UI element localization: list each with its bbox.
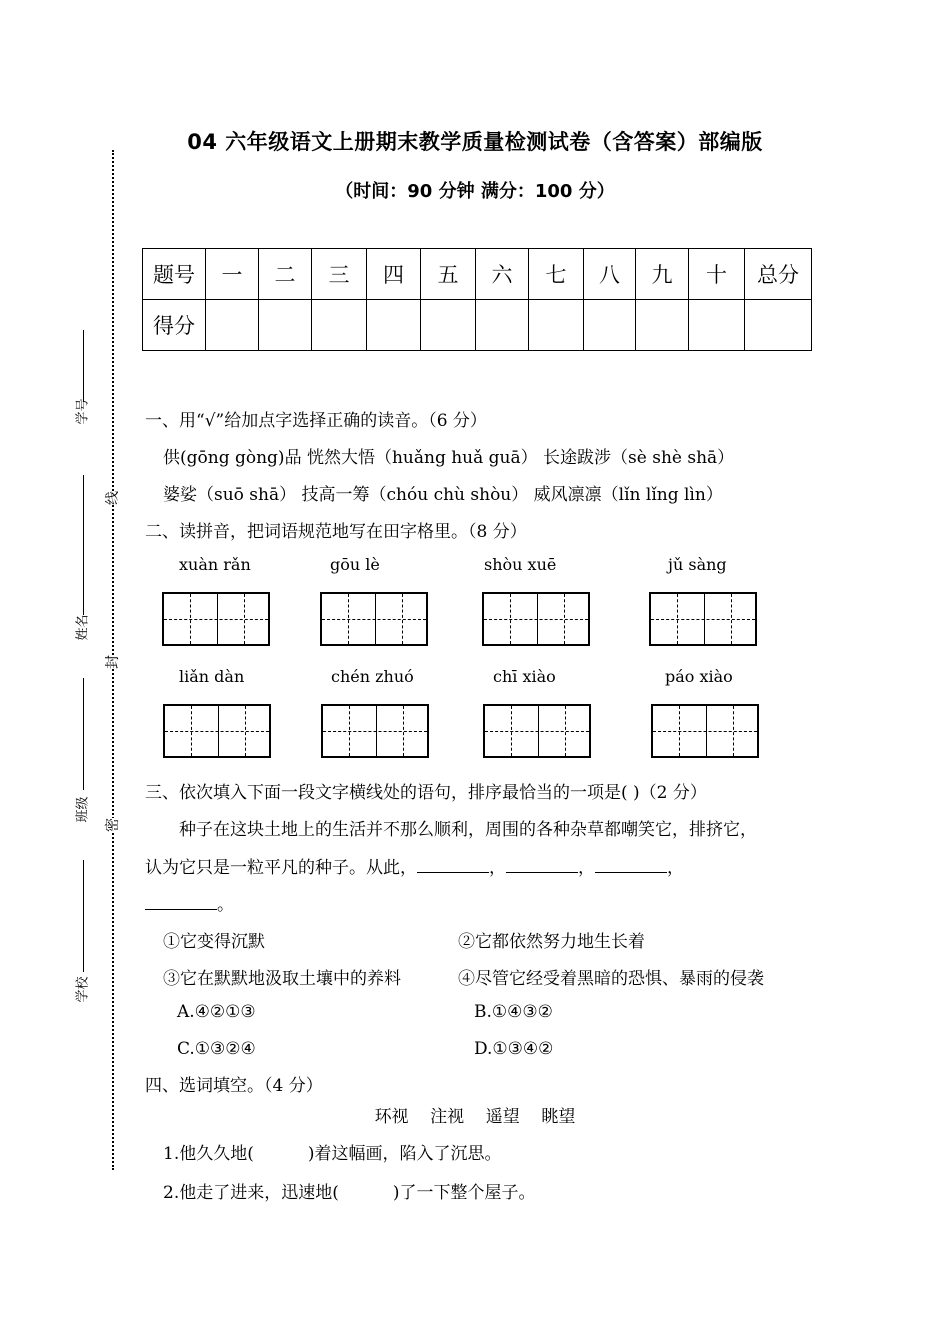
table-cell: 七 <box>529 249 584 300</box>
name-label: 姓名 <box>75 614 91 641</box>
comma: ， <box>667 858 684 878</box>
fill-blank[interactable] <box>145 895 217 910</box>
pinyin-label: gōu lè <box>330 555 380 574</box>
q3-option-2: ②它都依然努力地生长着 <box>458 932 645 952</box>
school-line[interactable] <box>83 860 84 972</box>
q3-option-3: ③它在默默地汲取土壤中的养料 <box>163 969 401 989</box>
tian-grid-box[interactable] <box>163 704 271 758</box>
table-cell: 十 <box>689 249 745 300</box>
score-input-cell[interactable] <box>584 300 636 351</box>
fill-blank[interactable] <box>417 858 489 873</box>
q4-item-1: 1.他久久地( )着这幅画，陷入了沉思。 <box>163 1144 502 1164</box>
score-input-cell[interactable] <box>367 300 421 351</box>
score-input-cell[interactable] <box>312 300 367 351</box>
pinyin-label: jǔ sàng <box>668 555 727 574</box>
table-cell: 九 <box>636 249 689 300</box>
table-cell: 题号 <box>143 249 206 300</box>
tian-grid-box[interactable] <box>162 592 270 646</box>
score-input-cell[interactable] <box>689 300 745 351</box>
q1-heading: 一、用“√”给加点字选择正确的读音。（6 分） <box>145 411 487 431</box>
q4-heading: 四、选词填空。（4 分） <box>145 1076 323 1096</box>
pinyin-label: liǎn dàn <box>179 667 245 686</box>
student-id-line[interactable] <box>83 330 84 402</box>
page-title: 04 六年级语文上册期末教学质量检测试卷（含答案）部编版 <box>187 130 763 154</box>
q3-choice-a[interactable]: A.④②①③ <box>177 1002 256 1022</box>
class-line[interactable] <box>83 678 84 790</box>
score-input-cell[interactable] <box>529 300 584 351</box>
q3-paragraph-line2 <box>145 853 684 878</box>
score-input-cell[interactable] <box>476 300 529 351</box>
q3-choice-d[interactable]: D.①③④② <box>474 1039 554 1059</box>
tian-grid-box[interactable] <box>320 592 428 646</box>
table-cell: 八 <box>584 249 636 300</box>
pinyin-label: chī xiào <box>493 667 556 686</box>
name-line[interactable] <box>83 475 84 615</box>
comma: ， <box>578 858 595 878</box>
q2-heading: 二、读拼音，把词语规范地写在田字格里。（8 分） <box>145 522 527 542</box>
q4-word-bank: 环视 注视 遥望 眺望 <box>374 1107 576 1127</box>
table-cell: 六 <box>476 249 529 300</box>
q1-line1: 供(gōng gòng)品 恍然大悟（huǎng huǎ guā） 长途跋涉（sè shè shā） <box>163 448 735 468</box>
comma: ， <box>489 858 506 878</box>
table-cell: 三 <box>312 249 367 300</box>
fill-blank[interactable] <box>595 858 667 873</box>
table-cell: 五 <box>421 249 476 300</box>
seal-char-xian: 线 <box>102 491 122 505</box>
q3-option-4: ④尽管它经受着黑暗的恐惧、暴雨的侵袭 <box>458 969 764 989</box>
tian-grid-box[interactable] <box>321 704 429 758</box>
period: 。 <box>217 895 234 915</box>
class-label: 班级 <box>75 796 91 823</box>
q3-option-1: ①它变得沉默 <box>163 932 265 952</box>
q3-paragraph-line3 <box>145 890 234 915</box>
table-cell: 总分 <box>745 249 812 300</box>
table-cell: 一 <box>206 249 259 300</box>
q3-paragraph-text: 认为它只是一粒平凡的种子。从此， <box>145 858 417 878</box>
score-input-cell[interactable] <box>421 300 476 351</box>
school-label: 学校 <box>75 976 91 1003</box>
tian-grid-box[interactable] <box>649 592 757 646</box>
score-input-cell[interactable] <box>636 300 689 351</box>
score-table-score-row <box>143 300 812 351</box>
pinyin-label: chén zhuó <box>331 667 414 686</box>
student-id-label: 学号 <box>75 398 91 425</box>
seal-char-feng: 封 <box>102 655 122 669</box>
table-cell: 得分 <box>143 300 206 351</box>
table-cell: 二 <box>259 249 312 300</box>
q1-line2: 婆娑（suō shā） 技高一筹（chóu chù shòu） 威风凛凛（lǐn lǐng lìn） <box>163 485 723 505</box>
tian-grid-box[interactable] <box>483 704 591 758</box>
tian-grid-box[interactable] <box>651 704 759 758</box>
table-cell: 四 <box>367 249 421 300</box>
pinyin-label: xuàn rǎn <box>179 555 251 574</box>
seal-char-mi: 密 <box>102 818 122 832</box>
score-table <box>142 248 812 351</box>
q3-choice-b[interactable]: B.①④③② <box>474 1002 553 1022</box>
score-input-cell[interactable] <box>206 300 259 351</box>
q3-paragraph-line1: 种子在这块土地上的生活并不那么顺利，周围的各种杂草都嘲笑它，排挤它， <box>179 820 757 840</box>
score-input-cell[interactable] <box>745 300 812 351</box>
score-table-header-row <box>143 249 812 300</box>
score-input-cell[interactable] <box>259 300 312 351</box>
pinyin-label: páo xiào <box>665 667 733 686</box>
q3-heading: 三、依次填入下面一段文字横线处的语句，排序最恰当的一项是( )（2 分） <box>145 783 707 803</box>
fill-blank[interactable] <box>506 858 578 873</box>
exam-info: （时间：90 分钟 满分：100 分） <box>335 181 615 202</box>
pinyin-label: shòu xuē <box>484 555 557 574</box>
q3-choice-c[interactable]: C.①③②④ <box>177 1039 256 1059</box>
tian-grid-box[interactable] <box>482 592 590 646</box>
q4-item-2: 2.他走了进来，迅速地( )了一下整个屋子。 <box>163 1183 536 1203</box>
